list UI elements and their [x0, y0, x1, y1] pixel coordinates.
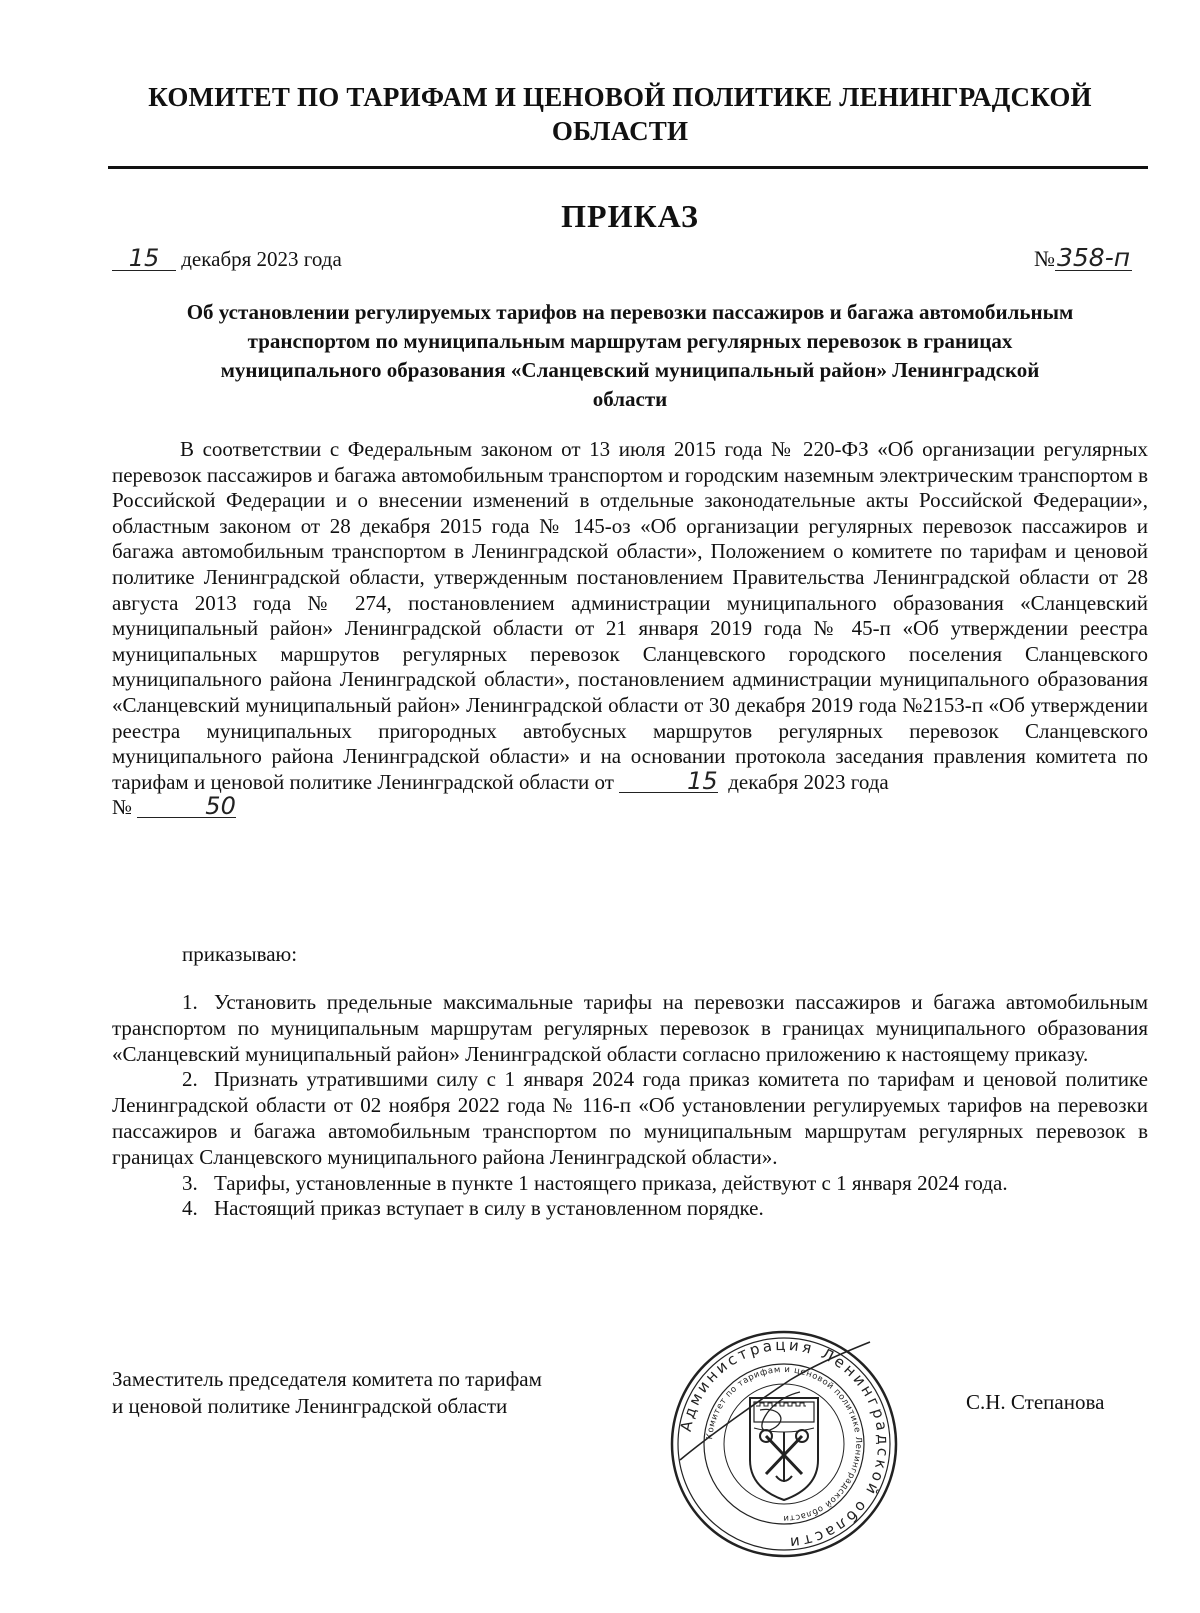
- point-number: 2.: [182, 1067, 198, 1092]
- subject-line-2: транспортом по муниципальным маршрутам регулярных перевозок в границах: [247, 329, 1013, 353]
- preamble-paragraph: [112, 437, 1148, 821]
- point-number: 3.: [182, 1170, 198, 1195]
- subject-line-3: муниципального образования «Сланцевский муниципальный район» Ленинградской: [220, 358, 1040, 382]
- protocol-number: 50: [137, 795, 236, 818]
- subject-line-4: области: [592, 387, 668, 411]
- order-point: [112, 1196, 1148, 1222]
- order-number: [1034, 243, 1132, 272]
- seal-outer-text: Администрация Ленинградской области: [676, 1335, 893, 1553]
- order-number-value: 358-п: [1057, 243, 1131, 272]
- order-point: [112, 1067, 1148, 1170]
- order-date: [112, 246, 342, 272]
- order-date-day: 15: [112, 246, 176, 271]
- order-point: [112, 990, 1148, 1067]
- handwritten-signature: [640, 1340, 900, 1480]
- header-divider: [108, 166, 1148, 169]
- protocol-number-prefix: №: [112, 795, 133, 820]
- order-subject: [112, 298, 1148, 414]
- signatory-title-line-1: Заместитель председателя комитета по тарифам: [112, 1367, 542, 1391]
- point-text: Тарифы, установленные в пункте 1 настоящего приказа, действуют с 1 января 2024 года.: [214, 1170, 1008, 1195]
- order-point: [112, 1171, 1148, 1197]
- signatory-name: С.Н. Степанова: [966, 1390, 1105, 1414]
- signatory-title: [112, 1366, 632, 1420]
- preamble: [112, 437, 1148, 821]
- preamble-text: В соответствии с Федеральным законом от 13 июля 2015 года № 220-ФЗ «Об организации регулярных перевозок пассажиров и багажа автомобильным транспортом и городским наземным электрическим транспортом в Российской Федерации и о внесении изменений в отдельные законодательные акты Российской Федерации», областным законом от 28 декабря 2015 года № 145-оз «Об организации регулярных перевозок пассажиров и багажа автомобильным транспортом в Ленинградской области», Положением о комитете по тарифам и ценовой политике Ленинградской области, утвержденным постановлением Правительства Ленинградской области от 28 августа 2013 года № 274, постановлением администрации муниципального образования «Сланцевский муниципальный район» Ленинградской области от 21 января 2019 года № 45-п «Об утверждении реестра муниципальных маршрутов регулярных перевозок Сланцевского городского поселения Сланцевского муниципального района Ленинградской области», постановлением администрации муниципального образования «Сланцевский муниципальный район» Ленинградской области от 30 декабря 2019 года №2153-п «Об утверждении реестра муниципальных пригородных автобусных маршрутов регулярных перевозок Сланцевского муниципального района Ленинградской области» и на основании протокола заседания правления комитета по тарифам и ценовой политике Ленинградской области от: [112, 437, 1148, 794]
- document-type-title: ПРИКАЗ: [561, 198, 699, 234]
- point-number: 4.: [182, 1196, 198, 1221]
- order-points: [112, 990, 1148, 1222]
- org-line-1: КОМИТЕТ ПО ТАРИФАМ И ЦЕНОВОЙ ПОЛИТИКЕ ЛЕНИНГРАДСКОЙ: [148, 82, 1092, 112]
- protocol-day: 15: [619, 770, 718, 793]
- point-number: 1.: [182, 990, 198, 1014]
- subject-line-1: Об установлении регулируемых тарифов на перевозки пассажиров и багажа автомобильным: [186, 300, 1074, 324]
- organization-header: [110, 80, 1130, 148]
- point-text: Установить предельные максимальные тарифы на перевозки пассажиров и багажа автомобильным транспортом по муниципальным маршрутам регулярных перевозок в границах муниципального образования «Сланцевский муниципальный район» Ленинградской области согласно приложению к настоящему приказу.: [112, 990, 1148, 1066]
- org-line-2: ОБЛАСТИ: [551, 116, 689, 146]
- protocol-date-rest: декабря 2023 года: [728, 769, 889, 794]
- seal-inner-text: Комитет по тарифам и ценовой политике Ленинградской области: [705, 1364, 864, 1524]
- order-word: приказываю:: [182, 942, 298, 966]
- point-text: Признать утратившими силу с 1 января 2024 года приказ комитета по тарифам и ценовой политике Ленинградской области от 02 ноября 2022 года № 116-п «Об установлении регулируемых тарифов на перевозки пассажиров и багажа автомобильным транспортом по муниципальным маршрутам регулярных перевозок в границах Сланцевского муниципального района Ленинградской области».: [112, 1067, 1148, 1169]
- order-number-prefix: №: [1034, 246, 1055, 271]
- point-text: Настоящий приказ вступает в силу в установленном порядке.: [214, 1196, 764, 1221]
- signatory-title-line-2: и ценовой политике Ленинградской области: [112, 1394, 508, 1418]
- order-date-rest: декабря 2023 года: [181, 247, 342, 271]
